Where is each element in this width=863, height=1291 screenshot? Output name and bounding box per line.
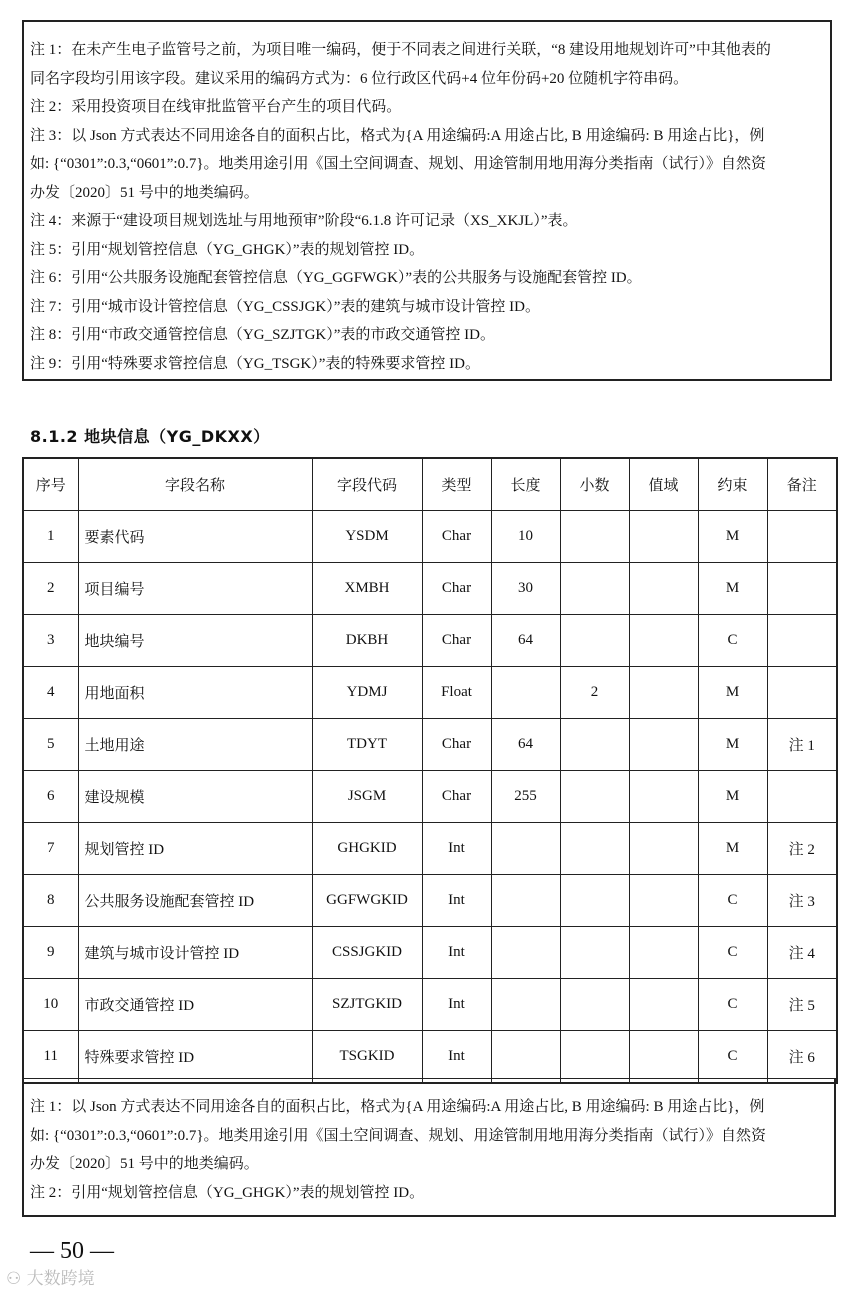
table-cell: 市政交通管控 ID [78,979,312,1031]
table-cell [560,719,629,771]
table-cell [629,563,698,615]
table-row [23,1031,837,1084]
note-line: 注 3：以 Json 方式表达不同用途各自的面积占比，格式为{A 用途编码:A 用途占比, B 用途编码: B 用途占比}，例 [30,127,765,144]
table-cell [560,615,629,667]
table-cell: 255 [491,771,560,823]
table-cell: 土地用途 [78,719,312,771]
table-row [23,511,837,563]
table-cell [629,875,698,927]
table-cell: 8 [23,875,78,927]
table-cell: XMBH [312,563,422,615]
column-header: 约束 [698,458,767,511]
note-line: 办发〔2020〕51 号中的地类编码。 [30,184,259,201]
note-line: 注 9：引用“特殊要求管控信息（YG_TSGK）”表的特殊要求管控 ID。 [30,355,480,372]
table-cell [491,875,560,927]
table-cell: C [698,875,767,927]
table-cell: 建设规模 [78,771,312,823]
table-cell: SZJTGKID [312,979,422,1031]
table-notes-box [22,1078,836,1217]
table-cell: M [698,771,767,823]
table-cell: Float [422,667,491,719]
table-cell: 注 4 [767,927,837,979]
table-row [23,771,837,823]
table-cell: 3 [23,615,78,667]
table-cell: 注 6 [767,1031,837,1084]
table-cell: 注 3 [767,875,837,927]
column-header: 类型 [422,458,491,511]
note-line: 注 8：引用“市政交通管控信息（YG_SZJTGK）”表的市政交通管控 ID。 [30,327,495,343]
table-row [23,563,837,615]
table-cell [629,927,698,979]
table-cell: M [698,511,767,563]
table-cell: 2 [23,563,78,615]
table-cell: 9 [23,927,78,979]
table-cell: Char [422,615,491,667]
table-cell: 64 [491,719,560,771]
table-cell: JSGM [312,771,422,823]
note-line: 同名字段均引用该字段。建议采用的编码方式为：6 位行政区代码+4 位年份码+20 位随机字符串码。 [30,70,689,87]
table-cell [560,771,629,823]
table-cell [767,771,837,823]
watermark-text: 大数跨境 [26,1269,95,1289]
table-cell [629,823,698,875]
table-cell: 1 [23,511,78,563]
table-cell: Char [422,511,491,563]
table-cell [629,719,698,771]
table-cell: Char [422,771,491,823]
table-cell: M [698,823,767,875]
table-cell: M [698,667,767,719]
table-cell [560,563,629,615]
table-cell: Char [422,563,491,615]
table-cell: CSSJGKID [312,927,422,979]
table-cell: 注 1 [767,719,837,771]
table-cell: 30 [491,563,560,615]
table-cell [629,511,698,563]
column-header: 序号 [23,458,78,511]
table-cell [767,667,837,719]
table-cell: C [698,1031,767,1084]
table-cell: TDYT [312,719,422,771]
table-row [23,979,837,1031]
table-header-row [23,458,837,511]
table-cell: Int [422,823,491,875]
table-cell: GHGKID [312,823,422,875]
table-cell [491,979,560,1031]
table-cell [629,979,698,1031]
column-header: 字段代码 [312,458,422,511]
table-cell: 要素代码 [78,511,312,563]
table-cell: 注 5 [767,979,837,1031]
table-cell [491,927,560,979]
table-cell: C [698,927,767,979]
table-cell: 6 [23,771,78,823]
table-cell: DKBH [312,615,422,667]
table-cell: 11 [23,1031,78,1084]
table-cell: 7 [23,823,78,875]
table-cell: 10 [23,979,78,1031]
table-cell [491,667,560,719]
page-number: — 50 — [30,1238,114,1264]
table-cell: Char [422,719,491,771]
table-cell [767,563,837,615]
note-line: 注 1：在未产生电子监管号之前，为项目唯一编码，便于不同表之间进行关联，“8 建设用地规划许可”中其他表的 [30,42,771,58]
table-cell: YSDM [312,511,422,563]
table-cell: Int [422,1031,491,1084]
table-row [23,875,837,927]
table-cell: 规划管控 ID [78,823,312,875]
table-cell [491,1031,560,1084]
table-cell: 4 [23,667,78,719]
top-notes-box [22,20,832,381]
table-cell: 特殊要求管控 ID [78,1031,312,1084]
note-line: 如: {“0301”:0.3,“0601”:0.7}。地类用途引用《国土空间调查、规划、用途管制用地用海分类指南（试行）》自然资 [30,156,767,172]
watermark-logo: ⚇ 大数跨境 [6,1269,95,1289]
table-cell: M [698,719,767,771]
column-header: 备注 [767,458,837,511]
table-row [23,667,837,719]
column-header: 长度 [491,458,560,511]
table-cell [560,823,629,875]
table-row [23,719,837,771]
table-cell: 地块编号 [78,615,312,667]
table-cell [629,1031,698,1084]
section-heading: 8.1.2 地块信息（YG_DKXX） [30,427,270,446]
table-cell: 10 [491,511,560,563]
table-cell [629,667,698,719]
table-cell: TSGKID [312,1031,422,1084]
column-header: 小数 [560,458,629,511]
table-row [23,615,837,667]
table-cell [629,771,698,823]
table-cell: 注 2 [767,823,837,875]
field-table [22,457,838,1084]
note-line: 注 1：以 Json 方式表达不同用途各自的面积占比，格式为{A 用途编码:A 用途占比, B 用途编码: B 用途占比}，例 [30,1099,765,1115]
table-cell: 64 [491,615,560,667]
table-cell: 项目编号 [78,563,312,615]
table-cell: Int [422,927,491,979]
table-cell: 公共服务设施配套管控 ID [78,875,312,927]
table-cell [560,979,629,1031]
note-line: 注 2：采用投资项目在线审批监管平台产生的项目代码。 [30,99,402,115]
table-cell: C [698,615,767,667]
table-cell: 2 [560,667,629,719]
table-cell [491,823,560,875]
table-cell [767,511,837,563]
table-cell: Int [422,875,491,927]
note-line: 注 6：引用“公共服务设施配套管控信息（YG_GGFWGK）”表的公共服务与设施配套管控 ID。 [30,270,642,286]
table-cell: 建筑与城市设计管控 ID [78,927,312,979]
table-row [23,823,837,875]
table-cell: M [698,563,767,615]
note-line: 注 4：来源于“建设项目规划选址与用地预审”阶段“6.1.8 许可记录（XS_XKJL）”表。 [30,213,578,229]
table-cell: 5 [23,719,78,771]
note-line: 如: {“0301”:0.3,“0601”:0.7}。地类用途引用《国土空间调查、规划、用途管制用地用海分类指南（试行）》自然资 [30,1127,767,1144]
column-header: 值域 [629,458,698,511]
note-line: 注 2：引用“规划管控信息（YG_GHGK）”表的规划管控 ID。 [30,1184,425,1201]
table-cell [560,927,629,979]
table-cell [629,615,698,667]
table-cell [767,615,837,667]
table-cell [560,875,629,927]
table-cell: 用地面积 [78,667,312,719]
table-row [23,927,837,979]
table-cell [560,511,629,563]
note-line: 注 5：引用“规划管控信息（YG_GHGK）”表的规划管控 ID。 [30,241,425,258]
note-line: 注 7：引用“城市设计管控信息（YG_CSSJGK）”表的建筑与城市设计管控 ID。 [30,298,541,315]
table-cell [560,1031,629,1084]
note-line: 办发〔2020〕51 号中的地类编码。 [30,1156,259,1172]
table-cell: C [698,979,767,1031]
column-header: 字段名称 [78,458,312,511]
table-cell: Int [422,979,491,1031]
table-cell: YDMJ [312,667,422,719]
table-cell: GGFWGKID [312,875,422,927]
